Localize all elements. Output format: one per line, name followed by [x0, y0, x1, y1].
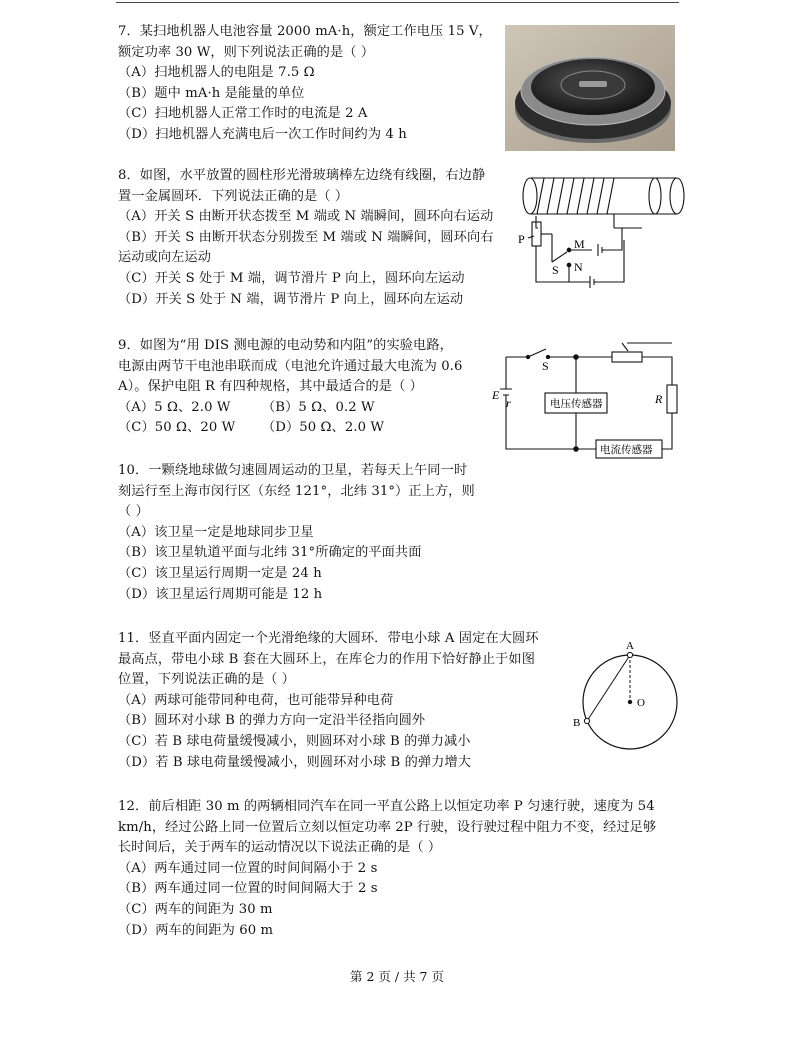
- label-b: B: [573, 717, 581, 729]
- label-switch-s: S: [542, 359, 549, 373]
- option-a: （A）该卫星一定是地球同步卫星: [118, 524, 314, 540]
- option-b: （B）题中 mA·h 是能量的单位: [118, 85, 305, 101]
- current-sensor-label: 电流传感器: [600, 444, 653, 456]
- label-s: S: [552, 263, 559, 277]
- robot-vacuum-photo: [505, 25, 675, 151]
- label-a: A: [626, 640, 634, 652]
- stem-line: 7．某扫地机器人电池容量 2000 mA·h，额定工作电压 15 V，: [118, 24, 492, 39]
- stem-line: 长时间后，关于两车的运动情况以下说法正确的是（ ）: [118, 840, 442, 856]
- label-o: O: [637, 697, 645, 709]
- page-footer: 第 2 页 / 共 7 页: [350, 969, 444, 984]
- stem-line: 12．前后相距 30 m 的两辆相同汽车在同一平直公路上以恒定功率 P 匀速行驶，速度为 54: [118, 799, 655, 814]
- option-b-cont: 运动或向左运动: [118, 250, 212, 266]
- stem-line: 置一金属圆环．下列说法正确的是（ ）: [118, 188, 349, 204]
- question-11: [118, 629, 568, 773]
- option-b: （B）该卫星轨道平面与北纬 31°所确定的平面共面: [118, 545, 422, 561]
- option-b: （B）两车通过同一位置的时间间隔大于 2 s: [118, 881, 378, 897]
- option-c: （C）开关 S 处于 M 端，调节滑片 P 向上，圆环向左运动: [118, 270, 465, 286]
- option-d: （D）两车的间距为 60 m: [118, 922, 274, 938]
- label-resistor-r: R: [655, 392, 663, 406]
- stem-line: A）。保护电阻 R 有四种规格，其中最适合的是（ ）: [118, 379, 423, 395]
- stem-line: 额定功率 30 W，则下列说法正确的是（ ）: [118, 44, 375, 60]
- option-a: （A）开关 S 由断开状态拨至 M 端或 N 端瞬间，圆环向右运动: [118, 209, 494, 225]
- voltage-sensor-label: 电压传感器: [550, 398, 603, 410]
- option-d: （D）开关 S 处于 N 端，调节滑片 P 向上，圆环向左运动: [118, 291, 464, 307]
- option-b: （B）开关 S 由断开状态分别拨至 M 端或 N 端瞬间，圆环向右: [118, 229, 494, 245]
- top-rule: [116, 2, 679, 3]
- stem-line: 8．如图，水平放置的圆柱形光滑玻璃棒左边绕有线圈，右边静: [118, 168, 486, 183]
- option-d: （D）该卫星运行周期可能是 12 h: [118, 586, 323, 602]
- question-10: [118, 461, 498, 605]
- question-12: [118, 797, 683, 941]
- option-c: （C）两车的间距为 30 m: [118, 901, 273, 917]
- question-7: [118, 22, 508, 146]
- option-a: （A）扫地机器人的电阻是 7.5 Ω: [118, 65, 315, 81]
- coil-ring-diagram: [512, 170, 687, 292]
- stem-line: 最高点，带电小球 B 套在大圆环上，在库仑力的作用下恰好静止于如图: [118, 651, 535, 667]
- option-d: （D）若 B 球电荷量缓慢减小，则圆环对小球 B 的弹力增大: [118, 754, 472, 770]
- label-n: N: [574, 260, 583, 274]
- option-a: （A）两球可能带同种电荷，也可能带异种电荷: [118, 692, 394, 708]
- stem-line: 电源由两节干电池串联而成（电池允许通过最大电流为 0.6: [118, 358, 463, 374]
- option-a: （A）5 Ω、2.0 W: [118, 399, 231, 415]
- option-d: （D）扫地机器人充满电后一次工作时间约为 4 h: [118, 126, 407, 142]
- option-d: （D）50 Ω、2.0 W: [262, 420, 385, 436]
- label-internal-r: r: [506, 396, 511, 410]
- label-m: M: [574, 237, 585, 251]
- question-8: [118, 166, 513, 310]
- option-b: （B）圆环对小球 B 的弹力方向一定沿半径指向圆外: [118, 713, 426, 729]
- stem-line: km/h，经过公路上同一位置后立刻以恒定功率 2P 行驶，设行驶过程中阻力不变，经过足够: [118, 819, 657, 835]
- dis-circuit-diagram: [492, 337, 687, 465]
- option-c: （C）50 Ω、20 W: [118, 420, 236, 436]
- option-c: （C）扫地机器人正常工作时的电流是 2 A: [118, 106, 368, 122]
- stem-line: 9．如图为“用 DIS 测电源的电动势和内阻”的实验电路，: [118, 338, 453, 353]
- ring-diagram: [568, 638, 683, 756]
- stem-line: 位置，下列说法正确的是（ ）: [118, 672, 296, 688]
- stem-line: （ ）: [118, 504, 149, 520]
- stem-line: 刻运行至上海市闵行区（东经 121°，北纬 31°）正上方，则: [118, 483, 475, 499]
- stem-line: 10．一颗绕地球做匀速圆周运动的卫星，若每天上午同一时: [118, 463, 468, 478]
- label-emf-e: E: [492, 388, 500, 402]
- option-a: （A）两车通过同一位置的时间间隔小于 2 s: [118, 860, 378, 876]
- option-c: （C）该卫星运行周期一定是 24 h: [118, 565, 322, 581]
- label-p: P: [518, 232, 525, 246]
- option-c: （C）若 B 球电荷量缓慢减小，则圆环对小球 B 的弹力减小: [118, 733, 471, 749]
- question-9: [118, 336, 488, 439]
- stem-line: 11．竖直平面内固定一个光滑绝缘的大圆环．带电小球 A 固定在大圆环: [118, 631, 539, 646]
- option-b: （B）5 Ω、0.2 W: [262, 399, 375, 415]
